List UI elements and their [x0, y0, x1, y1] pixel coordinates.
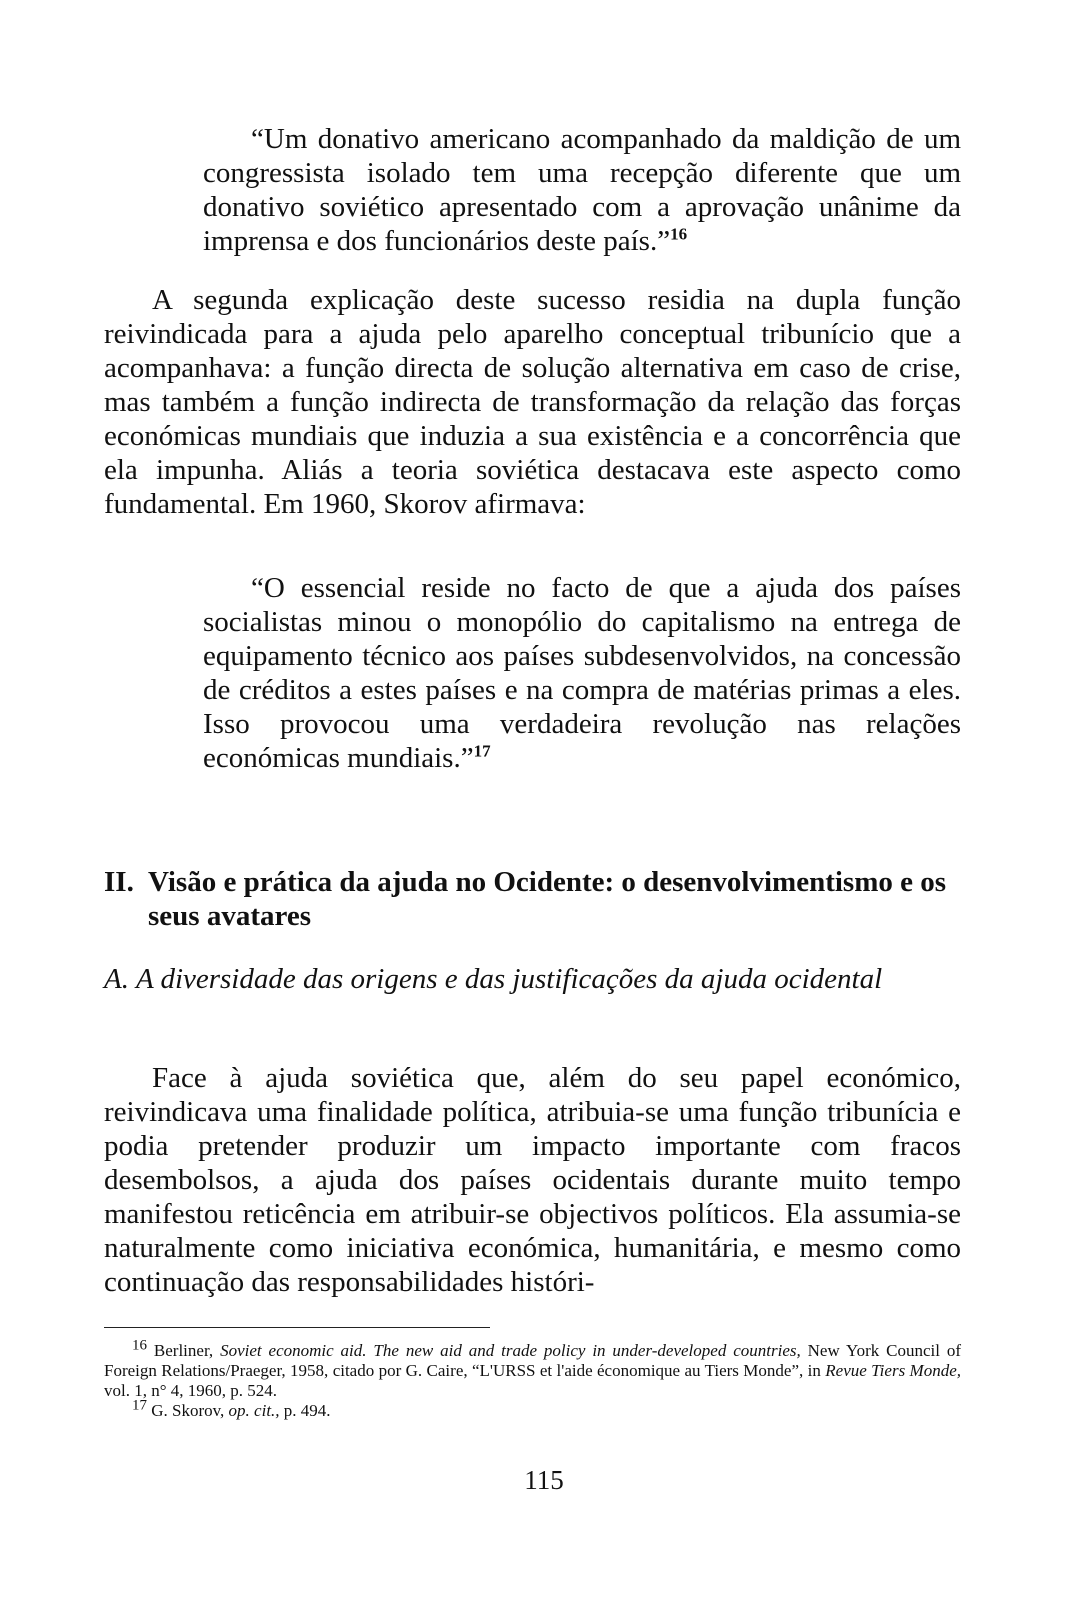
footnote-16-number: 16 — [132, 1337, 147, 1354]
subsection-letter: A. — [104, 963, 129, 995]
footnote-16-tail: vol. 1, n° 4, 1960, p. 524. — [104, 1381, 278, 1400]
quote-1-text: “Um donativo americano acompanhado da maldição de um congressista isolado tem uma recepção diferente que um donativo soviético apresentado com a aprovação unânime da imprensa e dos funcionários deste país.” — [203, 123, 961, 257]
section-number: II. — [104, 866, 134, 898]
footnote-17-title: op. cit., — [228, 1401, 280, 1420]
subsection-title: A diversidade das origens e das justificações da ajuda ocidental — [136, 963, 883, 995]
footnote-16-author: Berliner, — [153, 1341, 214, 1360]
footnote-16-title: Soviet economic aid. The new aid and trade policy in under-developed countries, — [220, 1341, 801, 1360]
block-quote-1 — [203, 122, 961, 258]
footnotes — [104, 1337, 962, 1421]
body-paragraph-2 — [104, 1061, 961, 1299]
section-title: Visão e prática da ajuda no Ocidente: o desenvolvimentismo e os seus avatares — [148, 866, 947, 932]
footnote-17 — [104, 1397, 961, 1421]
footnote-17-number: 17 — [132, 1397, 147, 1414]
footnote-divider — [104, 1327, 490, 1328]
body-paragraph-1 — [104, 283, 961, 521]
paragraph-2-text: Face à ajuda soviética que, além do seu papel económico, reivindicava uma finalidade política, atribuia-se uma função tribunícia e podia pretender produzir um impacto importante com fracos desembolsos, a ajuda dos países ocidentais durante muito tempo manifestou reticência em atribuir-se objectivos políticos. Ela assumia-se naturalmente como iniciativa económica, humanitária, e mesmo como continuação das responsabilidades históri- — [104, 1062, 961, 1298]
section-heading — [104, 865, 961, 933]
footnote-17-tail: p. 494. — [283, 1401, 331, 1420]
footnote-16-journal: Revue Tiers Monde, — [825, 1361, 962, 1380]
footnote-17-author: G. Skorov, — [151, 1401, 225, 1420]
footnote-16 — [104, 1337, 962, 1401]
quote-2-text: “O essencial reside no facto de que a ajuda dos países socialistas minou o monopólio do capitalismo na entrega de equipamento técnico aos países subdesenvolvidos, na concessão de créditos a estes países e na compra de matérias primas a eles. Isso provocou uma verdadeira revolução nas relações económicas mundiais.” — [203, 572, 961, 774]
footnote-16-rest: New York Council of Foreign Relations/Praeger, 1958, citado por G. Caire, “L'URSS et l'aide économique au Tiers Monde”, in — [104, 1341, 962, 1380]
page-number: 115 — [524, 1465, 564, 1495]
footnote-ref-17[interactable]: 17 — [473, 741, 491, 761]
subsection-heading — [104, 962, 961, 996]
block-quote-2 — [203, 571, 961, 775]
footnote-ref-16[interactable]: 16 — [670, 224, 688, 244]
paragraph-1-text: A segunda explicação deste sucesso residia na dupla função reivindicada para a ajuda pelo aparelho conceptual tribunício que a acompanhava: a função directa de solução alternativa em caso de crise, mas também a função indirecta de transformação da relação das forças económicas mundiais que induzia a sua existência e a concorrência que ela impunha. Aliás a teoria soviética destacava este aspecto como fundamental. Em 1960, Skorov afirmava: — [104, 284, 961, 520]
